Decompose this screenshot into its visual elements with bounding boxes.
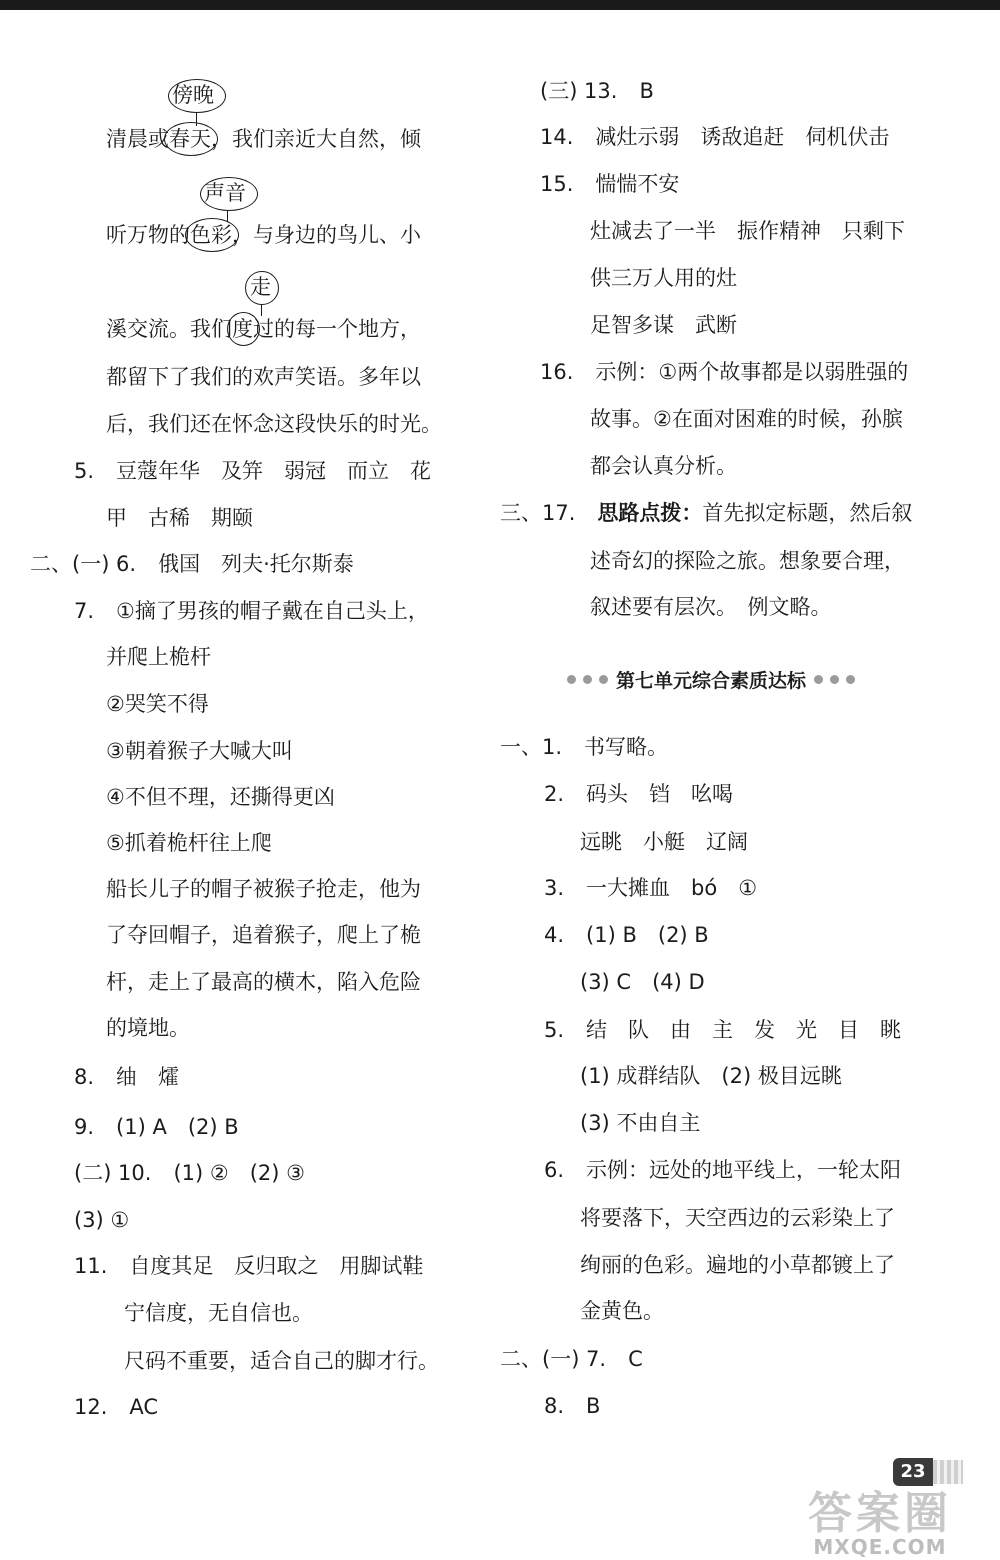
answer-s3: 3. 一大摊血 bó ① — [544, 876, 758, 900]
answer-7: 7. ①摘了男孩的帽子戴在自己头上， — [74, 599, 429, 623]
answer-s5: 5. 结 队 由 主 发 光 目 眺 — [544, 1018, 902, 1042]
page-number: 23 — [893, 1458, 933, 1486]
answer-s7: 二、(一) 7. C — [500, 1347, 643, 1371]
answer-7-line: ⑤抓着桅杆往上爬 — [106, 831, 272, 855]
paragraph-line: 都留下了我们的欢声笑语。多年以 — [106, 365, 421, 389]
answer-5: 5. 豆蔻年华 及笄 弱冠 而立 花 — [74, 459, 432, 483]
decor-dots-right — [814, 675, 855, 684]
circled-word: 色彩 — [190, 220, 232, 250]
text: 过的每一个地方， — [253, 317, 421, 341]
answer-s2-line: 远眺 小艇 辽阔 — [580, 830, 748, 854]
text: 听万物的 — [106, 223, 190, 247]
circled-word: 度 — [232, 314, 253, 344]
answer-s2: 2. 码头 铛 吆喝 — [544, 782, 734, 806]
answer-s5-line: (3) 不由自主 — [580, 1111, 701, 1135]
answer-7-line: 了夺回帽子，追着猴子，爬上了桅 — [106, 923, 421, 947]
decor-dots-left — [567, 675, 608, 684]
paragraph-line — [106, 220, 421, 250]
answer-7-line: ④不但不理，还撕得更凶 — [106, 785, 335, 809]
answer-15-line: 供三万人用的灶 — [590, 266, 737, 290]
answer-s6-line: 将要落下，天空西边的云彩染上了 — [580, 1206, 895, 1230]
paragraph-line: 后，我们还在怀念这段快乐的时光。 — [106, 412, 442, 436]
answer-11-line: 宁信度，无自信也。 — [124, 1301, 313, 1325]
answer-11-line: 尺码不重要，适合自己的脚才行。 — [124, 1349, 439, 1373]
answer-6: 二、(一) 6. 俄国 列夫·托尔斯泰 — [30, 552, 354, 576]
answer-s6-line: 绚丽的色彩。遍地的小草都镀上了 — [580, 1253, 895, 1277]
text: 清晨或 — [106, 127, 169, 151]
answer-7-line: 的境地。 — [106, 1016, 190, 1040]
answer-5-cont: 甲 古稀 期颐 — [106, 506, 253, 530]
section-title — [536, 664, 886, 694]
correction-note: 傍晚 — [172, 83, 214, 107]
answer-10: (二) 10. (1) ② (2) ③ — [74, 1161, 305, 1185]
answer-14: 14. 减灶示弱 诱敌追赶 伺机伏击 — [540, 125, 890, 149]
answer-16-line: 故事。②在面对困难的时候，孙膑 — [590, 407, 903, 431]
circled-word: 春天 — [169, 124, 211, 154]
answer-s5-line: (1) 成群结队 (2) 极目远眺 — [580, 1064, 842, 1088]
correction-note: 声音 — [204, 181, 246, 205]
answer-9: 9. (1) A (2) B — [74, 1115, 239, 1139]
answer-7-line: ③朝着猴子大喊大叫 — [106, 739, 293, 763]
answer-s8: 8. B — [544, 1394, 601, 1418]
answer-15-line: 灶减去了一半 振作精神 只剩下 — [590, 219, 905, 243]
paragraph-line — [106, 124, 421, 154]
paragraph-line — [106, 314, 421, 344]
top-border — [0, 0, 1000, 10]
watermark — [780, 1488, 980, 1559]
answer-15-line: 足智多谋 武断 — [590, 313, 737, 337]
answer-15: 15. 惴惴不安 — [540, 172, 680, 196]
answer-12: 12. AC — [74, 1395, 159, 1419]
answer-s4-line: (3) C (4) D — [580, 970, 705, 994]
page-number-decor — [933, 1460, 963, 1484]
answer-11: 11. 自度其足 反归取之 用脚试鞋 — [74, 1254, 424, 1278]
answer-7-line: 并爬上桅杆 — [106, 645, 211, 669]
watermark-text: 答案圈 — [808, 1488, 952, 1539]
text: ，我们亲近大自然，倾 — [211, 127, 421, 151]
answer-17-line: 叙述要有层次。 例文略。 — [590, 595, 832, 619]
answer-7-line: 船长儿子的帽子被猴子抢走，他为 — [106, 877, 421, 901]
answer-s6: 6. 示例：远处的地平线上，一轮太阳 — [544, 1158, 902, 1182]
answer-17: 三、17. 思路点拨：首先拟定标题，然后叙 — [500, 501, 913, 525]
answer-13: (三) 13. B — [540, 79, 654, 103]
correction-note: 走 — [250, 275, 271, 299]
answer-10-cont: (3) ① — [74, 1208, 130, 1232]
answer-16: 16. 示例：①两个故事都是以弱胜强的 — [540, 360, 909, 384]
hint-label: 思路点拨： — [597, 501, 703, 525]
answer-7-line: 杆，走上了最高的横木，陷入危险 — [106, 970, 421, 994]
answer-s1: 一、1. 书写略。 — [500, 735, 669, 759]
text: ，与身边的鸟儿、小 — [232, 223, 421, 247]
answer-8: 8. 䌷 㸌 — [74, 1065, 180, 1089]
answer-s4: 4. (1) B (2) B — [544, 923, 709, 947]
answer-7-line: ②哭笑不得 — [106, 692, 209, 716]
text: 溪交流。我们 — [106, 317, 232, 341]
watermark-url: MXQE.COM — [813, 1535, 947, 1559]
answer-17-line: 述奇幻的探险之旅。想象要合理， — [590, 549, 905, 573]
answer-16-line: 都会认真分析。 — [590, 454, 737, 478]
answer-s6-line: 金黄色。 — [580, 1299, 664, 1323]
section-title-text: 第七单元综合素质达标 — [615, 669, 806, 692]
